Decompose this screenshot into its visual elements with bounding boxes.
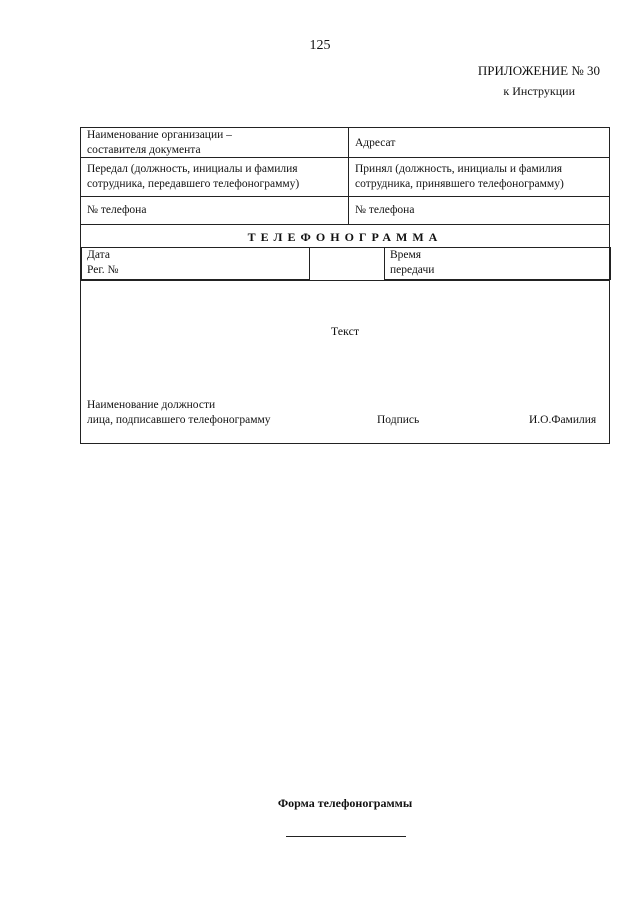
- org-name-cell: [87, 128, 232, 158]
- column-divider: [348, 128, 349, 224]
- received-by-cell: [355, 162, 564, 192]
- received-by-line1: Принял (должность, инициалы и фамилия: [355, 163, 563, 175]
- initials-label: И.О.Фамилия: [529, 414, 597, 426]
- addressee-label: Адресат: [355, 137, 396, 149]
- date-label: Дата: [87, 249, 110, 261]
- caption-underline: [286, 836, 406, 837]
- time-label: Время: [390, 249, 422, 261]
- phone-left-label: № телефона: [87, 204, 147, 216]
- transfer-label: передачи: [390, 264, 435, 276]
- row-divider: [81, 224, 609, 225]
- time-box: [384, 247, 611, 280]
- date-reg-box: [81, 247, 310, 280]
- form-title: ТЕЛЕФОНОГРАММА: [247, 230, 443, 244]
- page-number: 125: [309, 38, 331, 53]
- telephonogram-form: [80, 127, 610, 444]
- reg-number-label: Рег. №: [87, 264, 119, 276]
- position-caption: [87, 398, 271, 428]
- sent-by-cell: [87, 162, 299, 192]
- row-divider: [81, 196, 609, 197]
- org-name-line2: составителя документа: [87, 144, 201, 156]
- instruction-reference: к Инструкции: [503, 84, 575, 98]
- row-divider: [81, 280, 609, 281]
- form-caption: Форма телефонограммы: [277, 796, 413, 810]
- org-name-line1: Наименование организации –: [87, 129, 232, 141]
- position-line2: лица, подписавшего телефонограмму: [87, 414, 271, 426]
- sent-by-line2: сотрудника, передавшего телефонограмму): [87, 178, 300, 190]
- date-reg-labels: [87, 248, 119, 278]
- received-by-line2: сотрудника, принявшего телефонограмму): [355, 178, 564, 190]
- time-labels: [390, 248, 434, 278]
- text-label: Текст: [330, 324, 360, 338]
- signature-label: Подпись: [377, 414, 420, 426]
- sent-by-line1: Передал (должность, инициалы и фамилия: [87, 163, 298, 175]
- appendix-heading: ПРИЛОЖЕНИЕ № 30: [477, 63, 600, 78]
- phone-right-label: № телефона: [355, 204, 415, 216]
- position-line1: Наименование должности: [87, 399, 216, 411]
